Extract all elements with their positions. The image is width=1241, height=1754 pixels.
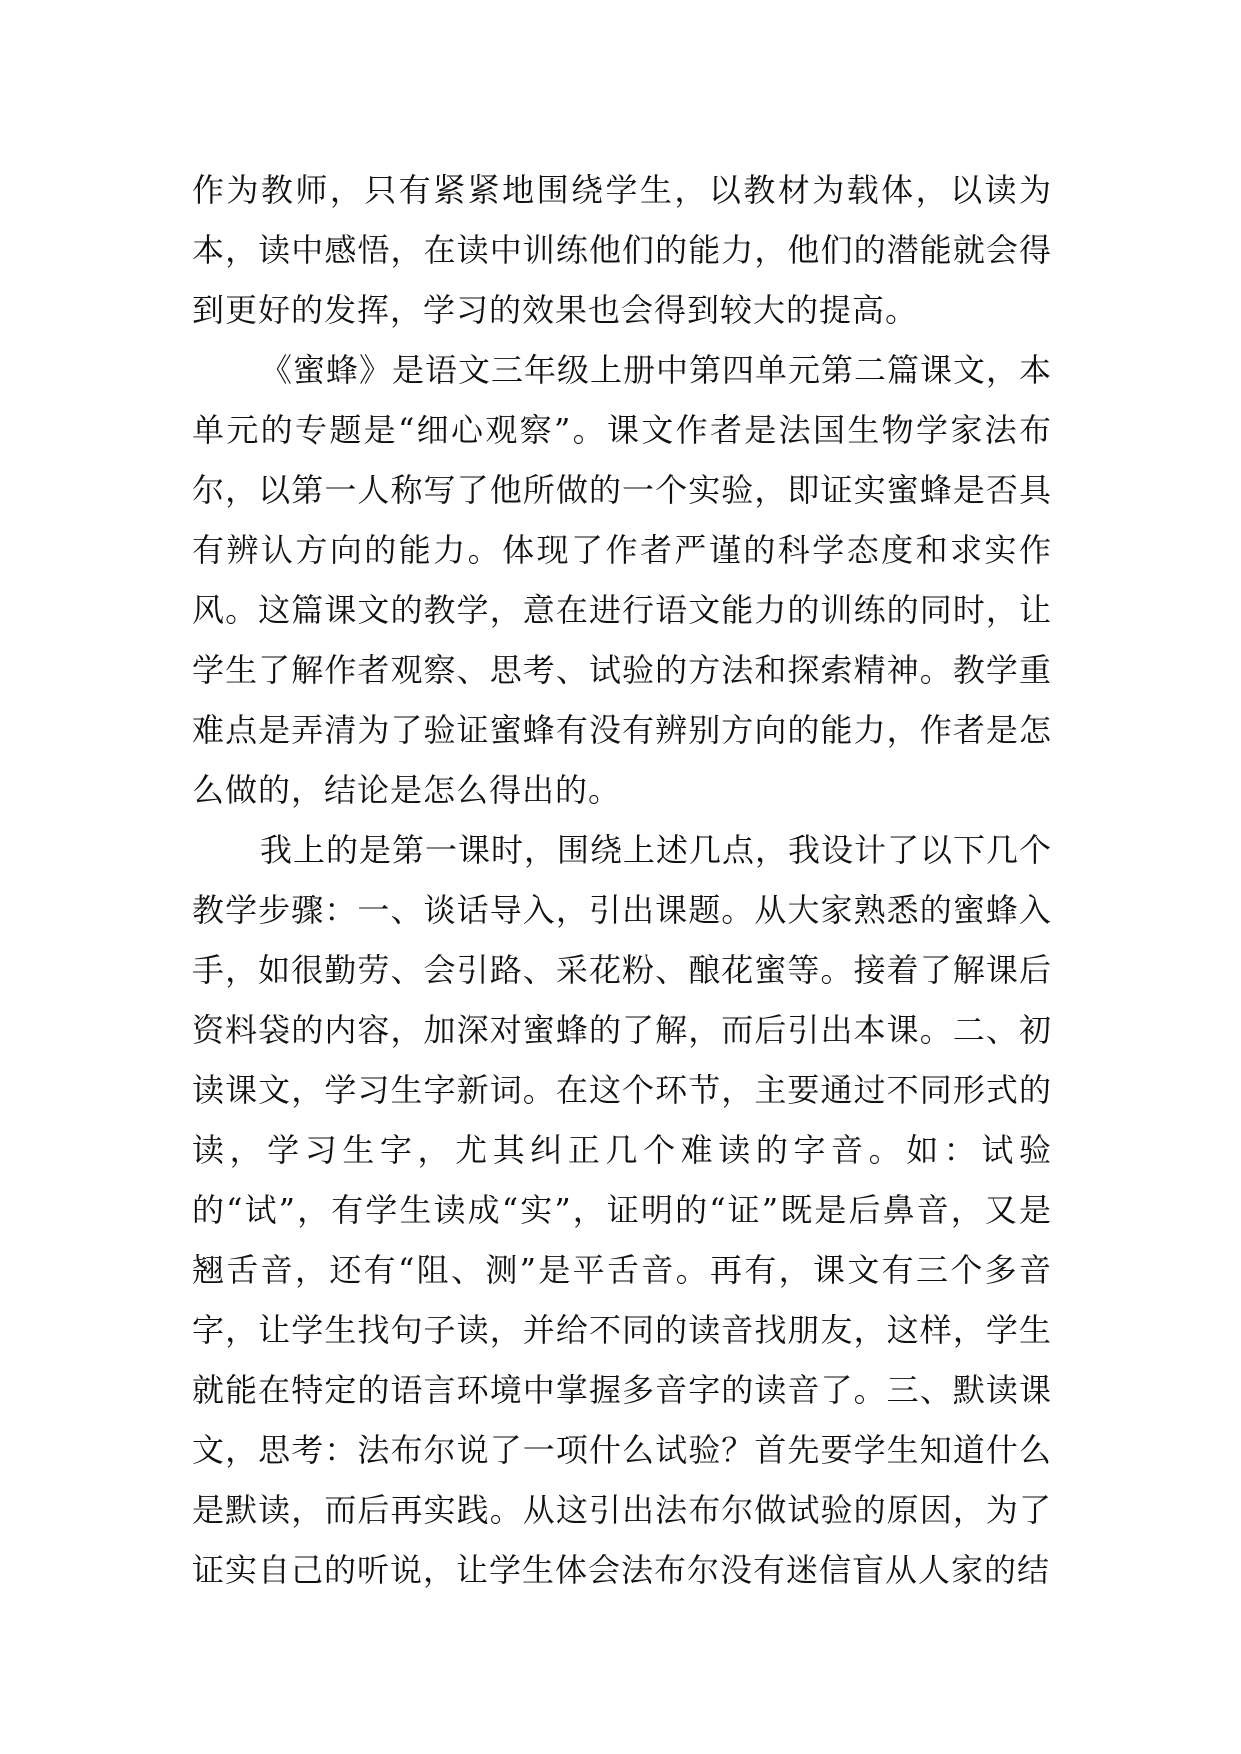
document-body	[192, 160, 1052, 1600]
paragraph-2: 《蜜蜂》是语文三年级上册中第四单元第二篇课文，本单元的专题是“细心观察”。课文作者是法国生物学家法布尔，以第一人称写了他所做的一个实验，即证实蜜蜂是否具有辨认方向的能力。体现了作者严谨的科学态度和求实作风。这篇课文的教学，意在进行语文能力的训练的同时，让学生了解作者观察、思考、试验的方法和探索精神。教学重难点是弄清为了验证蜜蜂有没有辨别方向的能力，作者是怎么做的，结论是怎么得出的。	[192, 351, 1053, 809]
paragraph-3: 我上的是第一课时，围绕上述几点，我设计了以下几个教学步骤：一、谈话导入，引出课题。从大家熟悉的蜜蜂入手，如很勤劳、会引路、采花粉、酿花蜜等。接着了解课后资料袋的内容，加深对蜜蜂的了解，而后引出本课。二、初读课文，学习生字新词。在这个环节，主要通过不同形式的读，学习生字，尤其纠正几个难读的字音。如：试验的“试”，有学生读成“实”，证明的“证”既是后鼻音，又是翘舌音，还有“阻、测”是平舌音。再有，课文有三个多音字，让学生找句子读，并给不同的读音找朋友，这样，学生就能在特定的语言环境中掌握多音字的读音了。三、默读课文，思考：法布尔说了一项什么试验？首先要学生知道什么是默读，而后再实践。从这引出法布尔做试验的原因，为了证实自己的听说，让学生体会法布尔没有迷信盲从人家的结	[192, 831, 1053, 1589]
paragraph-1: 作为教师，只有紧紧地围绕学生，以教材为载体，以读为本，读中感悟，在读中训练他们的能力，他们的潜能就会得到更好的发挥，学习的效果也会得到较大的提高。	[192, 171, 1052, 329]
